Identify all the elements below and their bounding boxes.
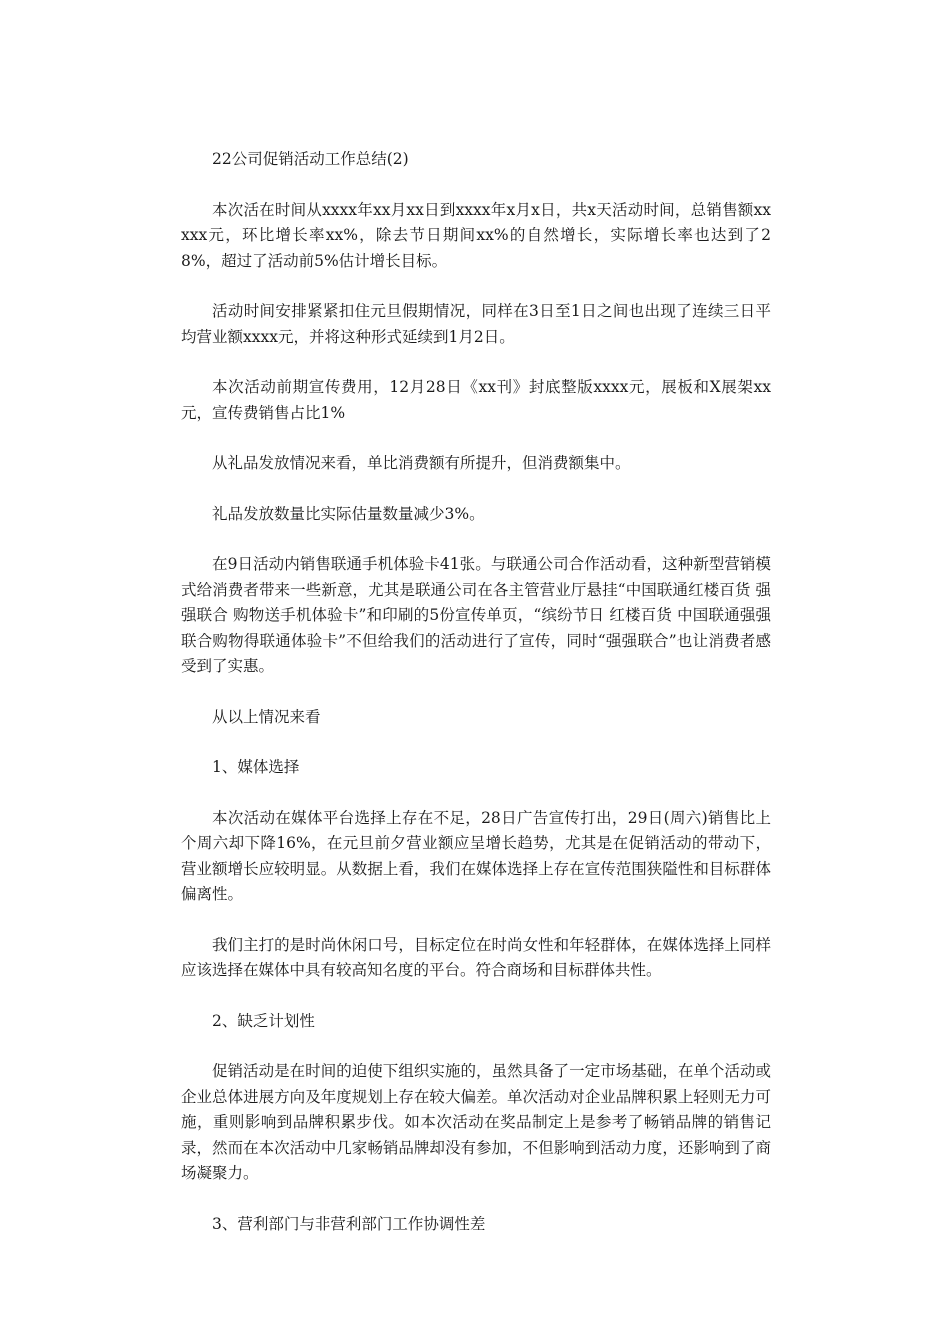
paragraph-gift-quantity: 礼品发放数量比实际估量数量减少3%。 [212, 504, 485, 523]
document-title: 22公司促销活动工作总结(2) [212, 150, 409, 168]
paragraph-media-selection: 本次活动在媒体平台选择上存在不足，28日广告宣传打出，29日(周六)销售比上个周六却下降16%，在元旦前夕营业额应呈增长趋势，尤其是在促销活动的带动下，营业额增长应较明显。从数据上看，我们在媒体选择上存在宣传范围狭隘性和目标群体偏离性。 [181, 808, 771, 903]
paragraph-target-audience: 我们主打的是时尚休闲口号，目标定位在时尚女性和年轻群体，在媒体选择上同样应该选择在媒体中具有较高知名度的平台。符合商场和目标群体共性。 [181, 935, 771, 979]
paragraph-unicom-cooperation: 在9日活动内销售联通手机体验卡41张。与联通公司合作活动看，这种新型营销模式给消费者带来一些新意，尤其是联通公司在各主管营业厅悬挂“中国联通红楼百货 强强联合 购物送手机体验卡”和印刷的5份宣传单页，“缤纷节日 红楼百货 中国联通强强联合购物得联通体验卡”不但给我们的活动进行了宣传，同时“强强联合”也让消费者感受到了实惠。 [181, 555, 771, 675]
section-heading-coordination: 3、营利部门与非营利部门工作协调性差 [212, 1214, 486, 1233]
paragraph-advertising-cost: 本次活动前期宣传费用，12月28日《xx刊》封底整版xxxx元，展板和X展架xx元，宣传费销售占比1% [181, 378, 771, 422]
paragraph-overview: 从以上情况来看 [212, 707, 321, 726]
section-heading-media: 1、媒体选择 [212, 758, 300, 776]
paragraph-sales-summary: 本次活在时间从xxxx年xx月xx日到xxxx年x月x日，共x天活动时间，总销售额xxxxx元，环比增长率xx%，除去节日期间xx%的自然增长，实际增长率也达到了28%，超过了活动前5%估计增长目标。 [181, 200, 771, 270]
paragraph-planning: 促销活动是在时间的迫使下组织实施的，虽然具备了一定市场基础，在单个活动或企业总体进展方向及年度规划上存在较大偏差。单次活动对企业品牌积累上轻则无力可施，重则影响到品牌积累步伐。如本次活动在奖品制定上是参考了畅销品牌的销售记录，然而在本次活动中几家畅销品牌却没有参加，不但影响到活动力度，还影响到了商场凝聚力。 [181, 1062, 771, 1182]
section-heading-planning: 2、缺乏计划性 [212, 1011, 315, 1030]
paragraph-gift-distribution: 从礼品发放情况来看，单比消费额有所提升，但消费额集中。 [212, 454, 631, 472]
document-page [181, 147, 771, 1262]
paragraph-holiday-schedule: 活动时间安排紧紧扣住元旦假期情况，同样在3日至1日之间也出现了连续三日平均营业额xxxx元，并将这种形式延续到1月2日。 [181, 302, 771, 346]
